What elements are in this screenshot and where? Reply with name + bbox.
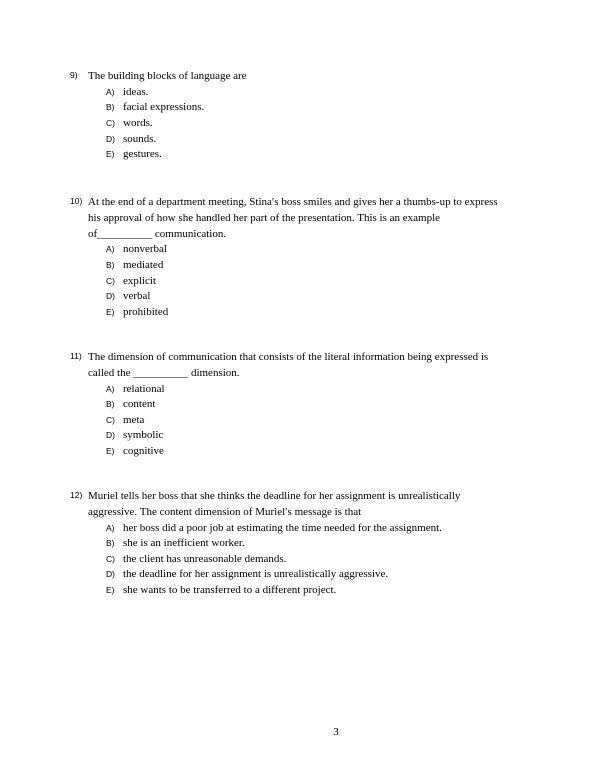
answer-options bbox=[70, 85, 540, 163]
option-e bbox=[106, 305, 540, 321]
question-text-line: aggressive. The content dimension of Muriel′s message is that bbox=[88, 505, 362, 518]
option-letter: C) bbox=[106, 275, 115, 286]
option-a bbox=[106, 242, 540, 258]
question-text-line: of__________ communication. bbox=[88, 227, 227, 240]
option-text: cognitive bbox=[123, 444, 164, 457]
option-d bbox=[106, 132, 540, 148]
option-letter: C) bbox=[106, 117, 115, 128]
question-text bbox=[88, 350, 540, 382]
option-text: explicit bbox=[123, 274, 156, 287]
option-text: ideas. bbox=[123, 85, 149, 98]
option-text: prohibited bbox=[123, 305, 169, 318]
option-letter: C) bbox=[106, 414, 115, 425]
option-b bbox=[106, 536, 540, 552]
option-text: meta bbox=[123, 413, 145, 426]
option-letter: C) bbox=[106, 553, 115, 564]
option-b bbox=[106, 100, 540, 116]
option-a bbox=[106, 85, 540, 101]
option-letter: A) bbox=[106, 86, 115, 97]
question-text-line: At the end of a department meeting, Stina′s boss smiles and gives her a thumbs-up to express bbox=[88, 196, 498, 208]
option-text: words. bbox=[123, 116, 153, 129]
question-number: 9) bbox=[70, 70, 78, 80]
option-a bbox=[106, 382, 540, 398]
option-letter: A) bbox=[106, 244, 115, 255]
option-c bbox=[106, 274, 540, 290]
option-c bbox=[106, 116, 540, 132]
answer-options bbox=[70, 521, 540, 599]
option-text: relational bbox=[123, 382, 165, 395]
option-text: sounds. bbox=[123, 132, 157, 145]
option-d bbox=[106, 289, 540, 305]
option-d bbox=[106, 567, 540, 583]
question-text bbox=[88, 69, 540, 85]
option-text: she is an inefficient worker. bbox=[123, 537, 245, 550]
option-text: symbolic bbox=[123, 429, 164, 442]
question-text-line: The building blocks of language are bbox=[88, 70, 247, 82]
option-letter: E) bbox=[106, 306, 115, 317]
question-number: 12) bbox=[70, 490, 83, 500]
option-text: the deadline for her assignment is unrealistically aggressive. bbox=[123, 568, 389, 581]
answer-options bbox=[70, 242, 540, 320]
option-letter: D) bbox=[106, 133, 115, 144]
question-number: 11) bbox=[70, 351, 82, 361]
option-text: mediated bbox=[123, 258, 164, 271]
option-letter: B) bbox=[106, 102, 115, 113]
question-12 bbox=[70, 489, 540, 599]
question-9 bbox=[70, 69, 540, 163]
option-letter: D) bbox=[106, 430, 115, 441]
answer-options bbox=[70, 382, 540, 460]
option-b bbox=[106, 258, 540, 274]
option-d bbox=[106, 428, 540, 444]
option-letter: B) bbox=[106, 259, 115, 270]
page-number: 3 bbox=[333, 726, 339, 738]
option-letter: E) bbox=[106, 149, 115, 160]
option-text: she wants to be transferred to a different project. bbox=[123, 583, 337, 596]
option-letter: E) bbox=[106, 445, 115, 456]
option-c bbox=[106, 413, 540, 429]
option-letter: B) bbox=[106, 399, 115, 410]
option-text: verbal bbox=[123, 290, 151, 303]
option-e bbox=[106, 147, 540, 163]
option-letter: D) bbox=[106, 291, 115, 302]
option-text: the client has unreasonable demands. bbox=[123, 552, 287, 565]
option-letter: A) bbox=[106, 522, 115, 533]
question-number: 10) bbox=[70, 196, 83, 206]
question-text bbox=[88, 489, 540, 521]
question-text-line: his approval of how she handled her part of the presentation. This is an example bbox=[88, 211, 441, 224]
option-text: nonverbal bbox=[123, 243, 167, 256]
option-letter: E) bbox=[106, 584, 115, 595]
option-letter: B) bbox=[106, 538, 115, 549]
question-10 bbox=[70, 195, 540, 320]
question-text-line: Muriel tells her boss that she thinks the deadline for her assignment is unrealistically bbox=[88, 490, 461, 502]
option-text: content bbox=[123, 398, 156, 411]
option-text: her boss did a poor job at estimating the time needed for the assignment. bbox=[123, 521, 442, 534]
option-letter: D) bbox=[106, 569, 115, 580]
option-e bbox=[106, 444, 540, 460]
option-letter: A) bbox=[106, 383, 115, 394]
question-text bbox=[88, 195, 540, 242]
question-text-line: The dimension of communication that consists of the literal information being expressed is bbox=[88, 351, 489, 363]
option-a bbox=[106, 521, 540, 537]
option-text: facial expressions. bbox=[123, 101, 205, 114]
option-text: gestures. bbox=[123, 148, 162, 161]
option-c bbox=[106, 552, 540, 568]
option-e bbox=[106, 583, 540, 599]
question-text-line: called the __________ dimension. bbox=[88, 366, 240, 379]
question-11 bbox=[70, 350, 540, 460]
option-b bbox=[106, 397, 540, 413]
